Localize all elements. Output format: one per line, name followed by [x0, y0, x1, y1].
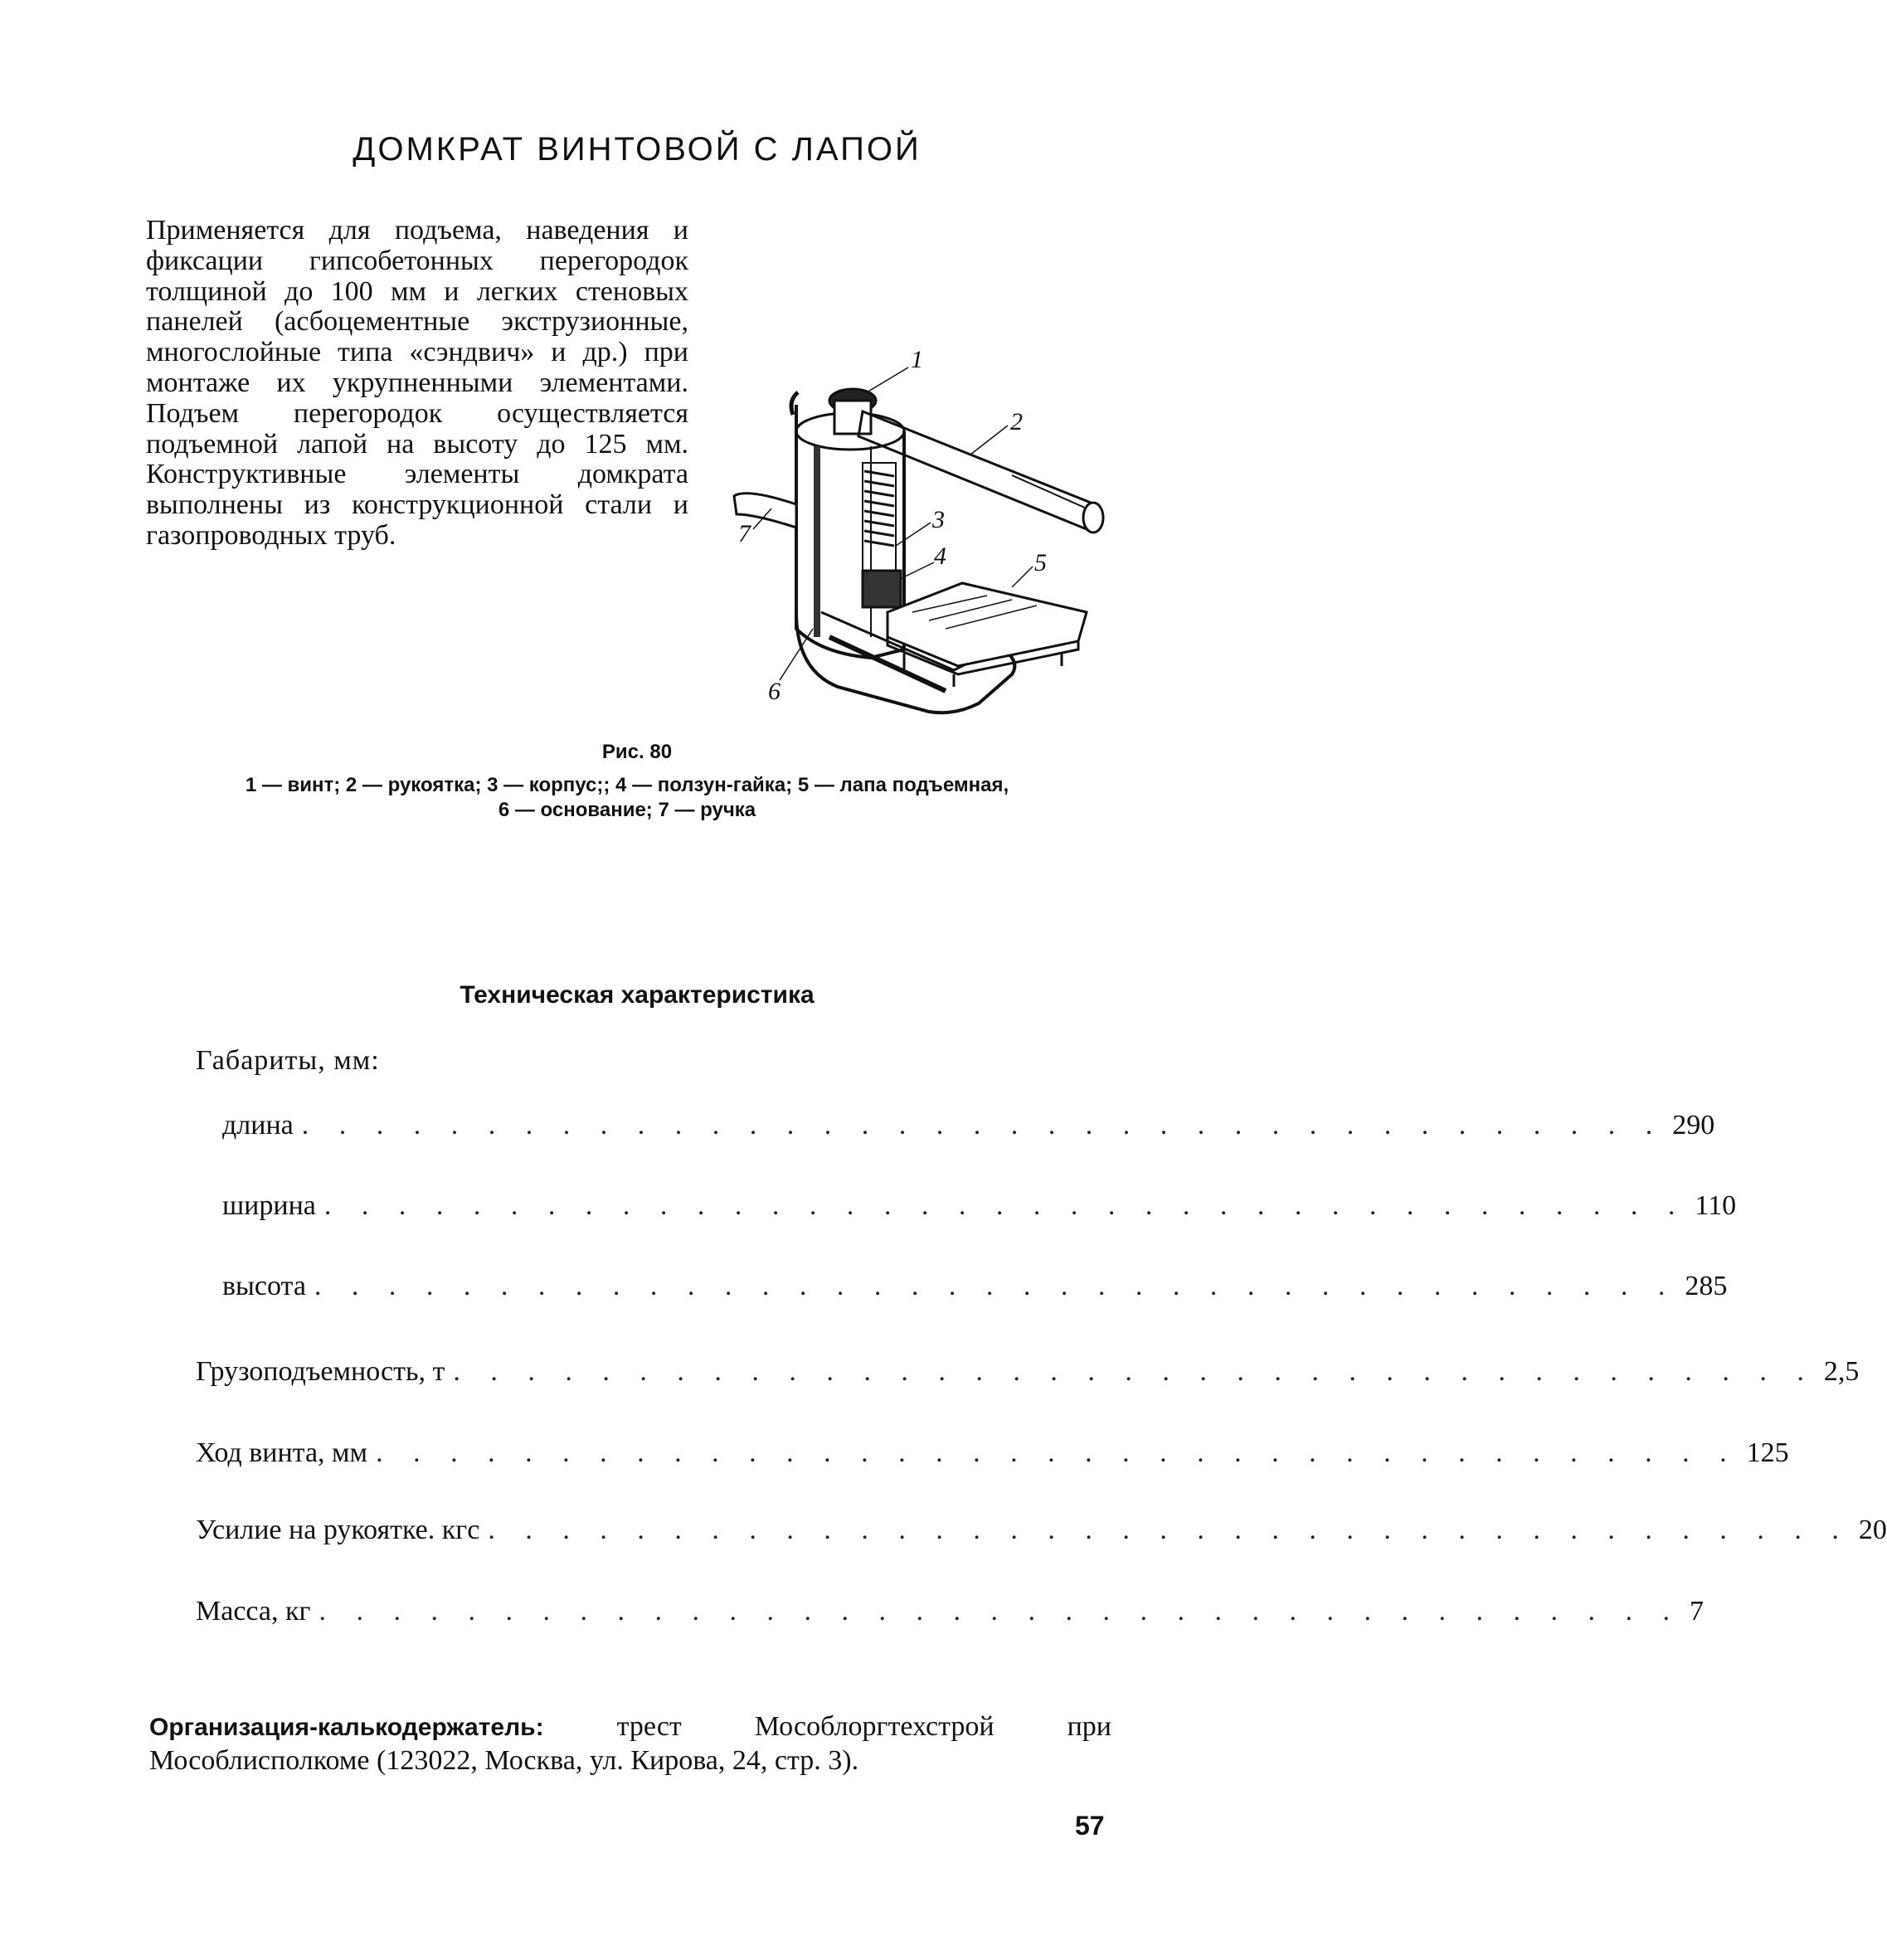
specs-title: Техническая характеристика	[460, 981, 815, 1009]
spec-row-screw-travel	[196, 1437, 1789, 1474]
leader-dots: . . . . . . . . . . . . . . . . . . . . . . . . . . . . . . . . . . . . .	[376, 1437, 1739, 1468]
spec-label: высота	[222, 1271, 306, 1301]
spec-value: 285	[1685, 1271, 1728, 1301]
figure-label-6: 6	[768, 678, 781, 705]
spec-row-length	[222, 1110, 1715, 1146]
leader-dots: . . . . . . . . . . . . . . . . . . . . . . . . . . . . . . . . . . . . .	[488, 1515, 1851, 1545]
spec-label: ширина	[222, 1190, 316, 1221]
figure-legend-line-2: 6 — основание; 7 — ручка	[498, 799, 756, 821]
spec-row-mass	[196, 1596, 1704, 1632]
leader-dots: . . . . . . . . . . . . . . . . . . . . . . . . . . . . . . . . . . . . .	[453, 1356, 1816, 1387]
spec-label: Масса, кг	[196, 1596, 311, 1627]
spec-row-capacity	[196, 1356, 1860, 1393]
spec-value: 2,5	[1823, 1356, 1860, 1387]
spec-row-handle-force	[196, 1515, 1887, 1551]
page-title: ДОМКРАТ ВИНТОВОЙ С ЛАПОЙ	[353, 131, 922, 168]
figure-legend	[146, 773, 1108, 823]
figure-label-7: 7	[738, 520, 751, 547]
leader-dots: . . . . . . . . . . . . . . . . . . . . . . . . . . . . . . . . . . . . .	[314, 1271, 1677, 1301]
spec-label: длина	[222, 1110, 294, 1140]
leader-dots: . . . . . . . . . . . . . . . . . . . . . . . . . . . . . . . . . . . . .	[301, 1110, 1665, 1140]
page-number: 57	[1075, 1811, 1105, 1841]
figure-label-4: 4	[934, 542, 946, 570]
spec-value: 125	[1746, 1437, 1789, 1468]
intro-paragraph: Применяется для подъема, наведения и фиксации гипсобетонных перегородок толщиной до 100 мм и легких стеновых панелей (асбоцементные экструзионные, многослойные типа «сэндвич» и др.) при монтаже их укрупненными элементами. Подъем перегородок осуществляется подъемной лапой на высоту до 125 мм. Конструктивные элементы домкрата выполнены из конструкционной стали и газопроводных труб.	[146, 215, 688, 551]
spec-row-width	[222, 1190, 1737, 1227]
figure-label-3: 3	[932, 506, 945, 533]
leader-dots: . . . . . . . . . . . . . . . . . . . . . . . . . . . . . . . . . . . . .	[319, 1596, 1681, 1627]
figure-label-5: 5	[1034, 549, 1047, 576]
spec-row-height	[222, 1271, 1728, 1307]
organization-label: Организация-калькодержатель:	[149, 1714, 544, 1741]
figure-caption: Рис. 80	[601, 741, 673, 763]
jack-illustration	[738, 222, 1103, 712]
spec-label: Грузоподъемность, т	[196, 1356, 445, 1387]
organization-note	[149, 1710, 1111, 1778]
figure-label-2: 2	[1010, 408, 1023, 435]
dimensions-header: Габариты, мм:	[196, 1045, 380, 1076]
figure-legend-line-1: 1 — винт; 2 — рукоятка; 3 — корпус;; 4 — ползун-гайка; 5 — лапа подъемная,	[245, 774, 1009, 796]
spec-label: Усилие на рукоятке. кгс	[196, 1515, 480, 1545]
leader-dots: . . . . . . . . . . . . . . . . . . . . . . . . . . . . . . . . . . . . .	[323, 1190, 1687, 1221]
spec-label: Ход винта, мм	[196, 1437, 368, 1468]
organization-text: трест Мособлоргтехстрой при Мособлисполкоме (123022, Москва, ул. Кирова, 24, стр. 3).	[149, 1711, 1111, 1776]
spec-value: 7	[1689, 1596, 1704, 1627]
spec-value: 20	[1858, 1515, 1887, 1545]
figure-label-1: 1	[911, 346, 923, 373]
spec-value: 290	[1672, 1110, 1715, 1140]
spec-value: 110	[1695, 1190, 1737, 1221]
